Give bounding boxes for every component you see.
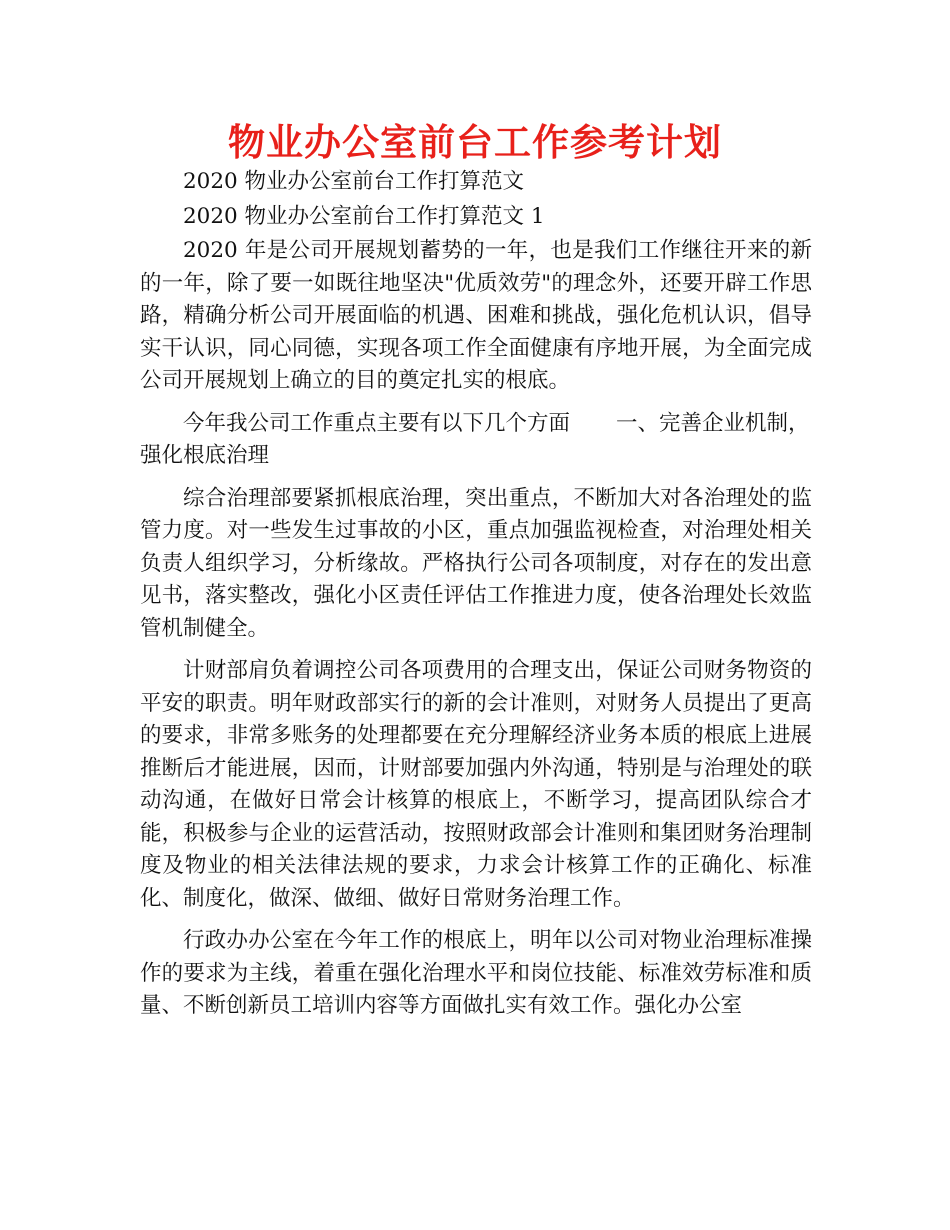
paragraph-focus-heading bbox=[140, 408, 812, 473]
subtitle-line-1: 2020 物业办公室前台工作打算范文 bbox=[183, 169, 525, 194]
section-heading-one: 一、完善企业机制，强化根底治理 bbox=[140, 410, 810, 468]
paragraph-intro: 2020 年是公司开展规划蓄势的一年，也是我们工作继往开来的新的一年，除了要一如既往地坚决"优质效劳"的理念外，还要开辟工作思路，精确分析公司开展面临的机遇、困难和挑战，强化危机认识，倡导实干认识，同心同德，实现各项工作全面健康有序地开展，为全面完成公司开展规划上确立的目的奠定扎实的根底。 bbox=[140, 238, 812, 393]
document-title: 物业办公室前台工作参考计划 bbox=[228, 121, 722, 164]
paragraph-finance-dept: 计财部肩负着调控公司各项费用的合理支出，保证公司财务物资的平安的职责。明年财政部实行的新的会计准则，对财务人员提出了更高的要求，非常多账务的处理都要在充分理解经济业务本质的根底上进展推断后才能进展，因而，计财部要加强内外沟通，特别是与治理处的联动沟通，在做好日常会计核算的根底上，不断学习，提高团队综合才能，积极参与企业的运营活动，按照财政部会计准则和集团财务治理制度及物业的相关法律法规的要求，力求会计核算工作的正确化、标准化、制度化，做深、做细、做好日常财务治理工作。 bbox=[140, 658, 812, 911]
paragraph-management-dept: 综合治理部要紧抓根底治理，突出重点，不断加大对各治理处的监管力度。对一些发生过事故的小区，重点加强监视检查，对治理处相关负责人组织学习，分析缘故。严格执行公司各项制度，对存在的发出意见书，落实整改，强化小区责任评估工作推进力度，使各治理处长效监管机制健全。 bbox=[140, 485, 812, 641]
paragraph-admin-office: 行政办办公室在今年工作的根底上，明年以公司对物业治理标准操作的要求为主线，着重在强化治理水平和岗位技能、标准效劳标准和质量、不断创新员工培训内容等方面做扎实有效工作。强化办公室 bbox=[140, 928, 812, 1018]
focus-intro-text: 今年我公司工作重点主要有以下几个方面 bbox=[183, 410, 571, 436]
document-body bbox=[140, 166, 812, 1033]
subtitle-line-2: 2020 物业办公室前台工作打算范文 1 bbox=[183, 203, 545, 229]
